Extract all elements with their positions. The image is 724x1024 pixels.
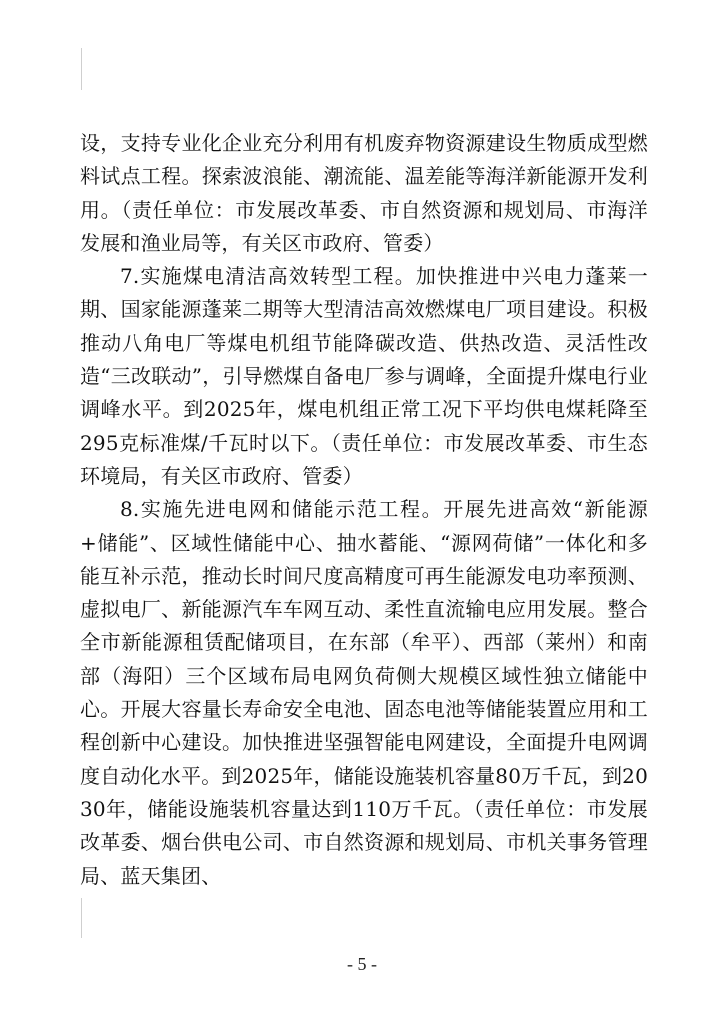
paragraph-continuation: 设，支持专业化企业充分利用有机废弃物资源建设生物质成型燃料试点工程。探索波浪能、潮流能、温差能等海洋新能源开发利用。（责任单位：市发展改革委、市自然资源和规划局、市海洋发展和渔业局等，有关区市政府、管委） xyxy=(80,131,648,255)
paragraph-item-7: 7.实施煤电清洁高效转型工程。加快推进中兴电力蓬莱一期、国家能源蓬莱二期等大型清洁高效燃煤电厂项目建设。积极推动八角电厂等煤电机组节能降碳改造、供热改造、灵活性改造“三改联动”，引导燃煤自备电厂参与调峰，全面提升煤电行业调峰水平。到2025年，煤电机组正常工况下平均供电煤耗降至295克标准煤/千瓦时以下。（责任单位：市发展改革委、市生态环境局，有关区市政府、管委） xyxy=(80,264,648,488)
paragraph-item-8: 8.实施先进电网和储能示范工程。开展先进高效“新能源+储能”、区域性储能中心、抽水蓄能、“源网荷储”一体化和多能互补示范，推动长时间尺度高精度可再生能源发电功率预测、虚拟电厂、新能源汽车车网互动、柔性直流输电应用发展。整合全市新能源租赁配储项目，在东部（牟平）、西部（莱州）和南部（海阳）三个区域布局电网负荷侧大规模区域性独立储能中心。开展大容量长寿命安全电池、固态电池等储能装置应用和工程创新中心建设。加快推进坚强智能电网建设，全面提升电网调度自动化水平。到2025年，储能设施装机容量80万千瓦，到2030年，储能设施装机容量达到110万千瓦。（责任单位：市发展改革委、烟台供电公司、市自然资源和规划局、市机关事务管理局、蓝天集团、 xyxy=(80,497,648,888)
binding-margin-line-top xyxy=(81,48,82,90)
page-number: - 5 - xyxy=(347,954,377,974)
document-body xyxy=(80,127,648,893)
binding-margin-line-bottom xyxy=(81,898,82,938)
